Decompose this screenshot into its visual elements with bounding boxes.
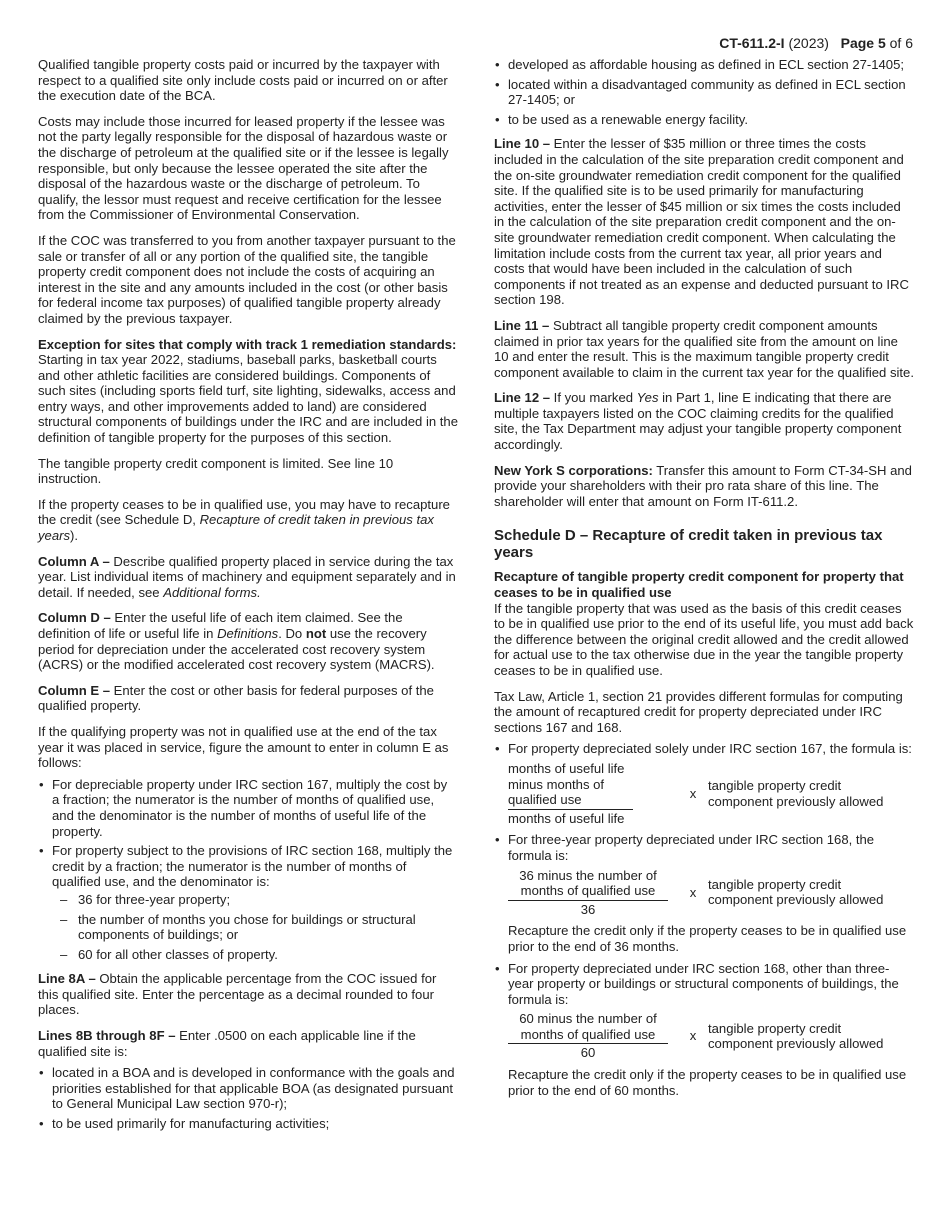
fraction [508,1011,668,1061]
page-number: Page 5 [840,35,886,51]
depreciation-list [38,777,458,963]
form-number: CT-611.2-I [719,35,785,51]
fraction-numerator: months of useful life minus months of qualified use [508,761,633,810]
paragraph-recapture: If the tangible property that was used as the basis of this credit ceases to be in qualified use prior to the end of its useful life, you must add back the difference between the original credit allowed and the credit allowed for actual use to the tax otherwise due in the year the tangible property ceases to be in qualified use. [494,600,914,678]
list-item: • For three-year property depreciated under IRC section 168, the formula is: $\frac{\text{36 minus the number of months of qualified use}}{36}$ x tangible property credit component previously allowed Recapture the credit only if the property ceases to be in qualified use prior to the end of 36 months. [494,832,914,954]
line-8a-heading: Line 8A – [38,971,96,987]
paragraph-not-qualified: If the qualifying property was not in qualified use at the end of the tax year it was placed in service, figure the amount to enter in column E as follows: [38,723,449,771]
formula-multiplier: tangible property credit component previously allowed [708,1020,884,1052]
line-12-heading: Line 12 – [494,390,551,406]
line-10-heading: Line 10 – [494,136,551,152]
fraction-denominator: 36 [580,901,596,917]
right-column [494,57,914,1107]
formula-three-year [508,868,914,918]
exception-heading: Exception for sites that comply with track 1 remediation standards: [38,336,457,352]
fraction-denominator: months of useful life [508,810,625,826]
ny-s-corporations-heading: New York S corporations: [494,462,653,478]
paragraph-line-8a: Line 8A – Obtain the applicable percentage from the COC issued for this qualified site. Enter the percentage as a decimal rounded to four places. [38,971,437,1018]
list-item: • to be used as a renewable energy facility. [494,112,914,128]
formula-other-168 [508,1011,914,1061]
recapture-note-36: Recapture the credit only if the property ceases to be in qualified use prior to the end of 36 months. [508,923,907,954]
multiply-sign: x [689,1028,697,1044]
list-item: • For property depreciated under IRC section 168, other than three-year property or buildings or structural components of buildings, the formula is: $\frac{\text{60 minus the number of months of qualified use}}{60}$ x tangible property credit component previously allowed Recapture the credit only if the property ceases to be in qualified use prior to the end of 60 months. [494,961,914,1099]
lines-8b-8f-heading: Lines 8B through 8F – [38,1028,176,1044]
paragraph-leased-property: Costs may include those incurred for leased property if the lessee was not the party legally responsible for the disposal of hazardous waste or the discharge of petroleum at the qualified site or if the lessee is legally responsible, but only because the lessee operated the site after the disposal of the hazardous waste or the discharge of petroleum. To qualify, the lessor must request and receive certification for the lessee from the Commissioner of Environmental Conservation. [38,113,449,223]
paragraph-column-d: Column D – Enter the useful life of each item claimed. See the definition of life or useful life in Definitions. Do not use the recovery period for depreciation under the accelerated cost recovery system (ACRS) or the modified accelerated cost recovery system (MACRS). [38,610,435,673]
list-item: – the number of months you chose for buildings or structural components of buildings; or [52,912,458,943]
left-column [38,57,458,1141]
paragraph-qualified-costs: Qualified tangible property costs paid or incurred by the taxpayer with respect to a qualified site only include costs paid or incurred on or after the execution date of the BCA. [38,57,448,104]
paragraph-lines-8b-8f: Lines 8B through 8F – Enter .0500 on each applicable line if the qualified site is: [38,1028,416,1059]
recapture-heading: Recapture of tangible property credit component for property that ceases to be in qualified use [494,569,904,601]
list-item: • For property subject to the provisions of IRC section 168, multiply the credit by a fraction; the numerator is the number of months of qualified use, and the denominator is: – 36 for three-year property; – the number of months you chose for buildings or structural components of buildings; or – 60 for all other classes of property. [38,843,458,962]
column-a-heading: Column A – [38,553,110,569]
form-year: (2023) [788,35,829,51]
paragraph-exception: Exception for sites that comply with track 1 remediation standards: Starting in tax year 2022, stadiums, baseball parks, basketball courts and other athletic facilities are considered buildings. Components of such sites (including sports field turf, site lighting, sidewalks, access and entry ways, and other improvements added to land) are considered structural components of buildings under the IRC and are included in the definition of tangible property for the purposes of this section. [38,336,458,446]
denominator-list [52,892,458,962]
line-11-heading: Line 11 – [494,317,550,333]
formula-multiplier: tangible property credit component previously allowed [708,876,884,908]
paragraph-coc-transfer: If the COC was transferred to you from another taxpayer pursuant to the sale or transfer of all or any portion of the qualified site, the tangible property credit component does not include the costs of acquiring an interest in the site and any amounts included in the cost (or other basis for federal income tax purposes) of qualified tangible property already claimed by the previous taxpayer. [38,232,456,326]
paragraph-line-12: Line 12 – If you marked Yes in Part 1, line E indicating that there are multiple taxpayers listed on the COC claiming credits for the qualified site, the Tax Department may adjust your tangible property component accordingly. [494,390,902,453]
paragraph-tax-law: Tax Law, Article 1, section 21 provides different formulas for computing the amount of recaptured credit for property depreciated under IRC sections 167 and 168. [494,688,903,735]
fraction-numerator: 60 minus the number of months of qualified use [508,1011,668,1044]
paragraph-column-e: Column E – Enter the cost or other basis for federal purposes of the qualified property. [38,682,434,714]
paragraph-column-a: Column A – Describe qualified property placed in service during the tax year. List individual items of machinery and equipment separately and in detail. If needed, see Additional forms. [38,553,456,600]
fraction [508,761,633,826]
page-total: of 6 [889,35,913,51]
list-item: • located within a disadvantaged community as defined in ECL section 27-1405; or [494,77,914,108]
fraction [508,868,668,918]
column-d-heading: Column D – [38,610,111,626]
list-item: • For depreciable property under IRC section 167, multiply the cost by a fraction; the numerator is the number of months of qualified use, and the denominator is the number of months of useful life of the property. [38,777,458,839]
list-item: • to be used primarily for manufacturing activities; [38,1116,458,1132]
fraction-numerator: 36 minus the number of months of qualified use [508,868,668,901]
multiply-sign: x [689,785,697,801]
paragraph-line-11: Line 11 – Subtract all tangible property credit component amounts claimed in prior tax years for the qualified site from the amount on line 10 and enter the result. This is the maximum tangible property credit component available to claim in the current tax year for the qualified site. [494,317,914,380]
formula-list [494,741,914,1098]
paragraph-ny-s-corporations: New York S corporations: Transfer this amount to Form CT-34-SH and provide your shareholders with their pro rata share of this line. The shareholder will enter that amount on Form IT-611.2. [494,462,912,509]
list-item: • located in a BOA and is developed in conformance with the goals and priorities established for that applicable BOA (as designated pursuant to General Municipal Law section 970-r); [38,1065,458,1112]
list-item: – 60 for all other classes of property. [52,947,458,963]
page-header [719,35,913,51]
list-item: • developed as affordable housing as defined in ECL section 27-1405; [494,57,914,73]
formula-167 [508,761,914,826]
site-list-left [38,1065,458,1131]
list-item: • For property depreciated solely under IRC section 167, the formula is: $\frac{\text{months of useful life minus months of qualified use}}{\text{months of useful life}}$ x tangible property credit component previously allowed [494,741,914,826]
paragraph-recapture-ref: If the property ceases to be in qualified use, you may have to recapture the credit (see Schedule D, Recapture of credit taken in previous tax years). [38,496,450,544]
formula-multiplier: tangible property credit component previously allowed [708,778,884,809]
recapture-note-60: Recapture the credit only if the property ceases to be in qualified use prior to the end of 60 months. [508,1067,907,1098]
site-list-right [494,57,914,127]
fraction-denominator: 60 [580,1045,596,1061]
paragraph-limited: The tangible property credit component is limited. See line 10 instruction. [38,455,394,487]
schedule-d-title: Schedule D – Recapture of credit taken in previous tax years [494,527,883,562]
paragraph-line-10: Line 10 – Enter the lesser of $35 million or three times the costs included in the calculation of the site preparation credit component and the on-site groundwater remediation credit component for the qualified site. If the qualified site is to be used primarily for manufacturing activities, enter the lesser of $45 million or six times the costs included in the calculation of the site preparation credit component and the on-site groundwater remediation credit component. When calculating the limitation include costs from the current tax year, all prior years and costs that would have been included in the calculation of such components if not treated as an expense and deducted pursuant to IRC section 198. [494,136,909,308]
column-e-heading: Column E – [38,682,111,698]
multiply-sign: x [689,884,697,900]
list-item: – 36 for three-year property; [52,892,458,908]
